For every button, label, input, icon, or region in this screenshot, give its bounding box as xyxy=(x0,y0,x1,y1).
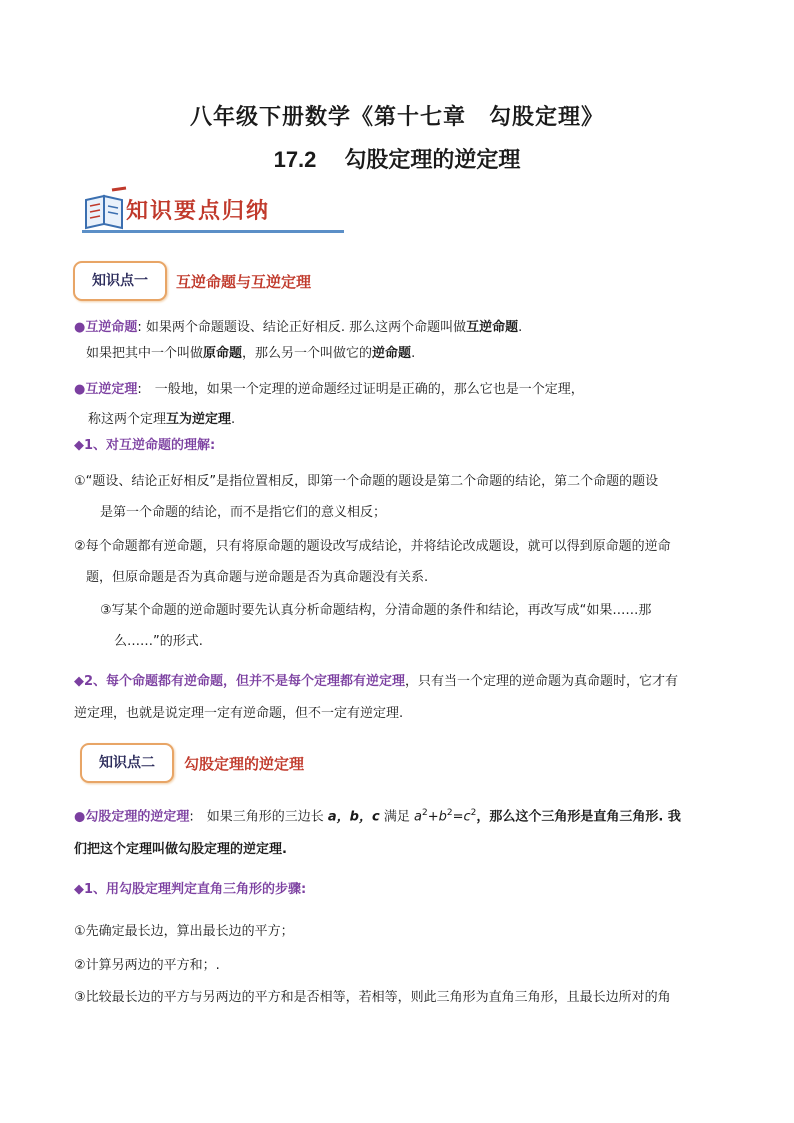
definition-mutual-converse-propositions-line2: 如果把其中一个叫做原命题，那么另一个叫做它的逆命题. xyxy=(86,346,416,361)
banner-title: 知识要点归纳 xyxy=(126,199,271,224)
definition-mutual-converse-theorems: ●互逆定理: 一般地，如果一个定理的逆命题经过证明是正确的，那么它也是一个定理， xyxy=(74,382,584,397)
knowledge-point-2-box: 知识点二 xyxy=(80,743,174,783)
definition-mutual-converse-propositions: ●互逆命题: 如果两个命题题设、结论正好相反. 那么这两个命题叫做互逆命题. xyxy=(74,320,523,335)
page-title: 八年级下册数学《第十七章 勾股定理》 xyxy=(189,104,604,130)
definition-converse-pythagorean: ●勾股定理的逆定理: 如果三角形的三边长 a，b，c 满足 $a^2+b^2=c^2$，那么这个三角形是直角三角形. 我 xyxy=(74,808,681,825)
knowledge-point-1-title: 互逆命题与互逆定理 xyxy=(176,273,312,291)
point-2-line2: 题，但原命题是否为真命题与逆命题是否为真命题没有关系. xyxy=(86,570,429,585)
point-3-line1: ③写某个命题的逆命题时要先认真分析命题结构，分清命题的条件和结论，再改写成“如果……那 xyxy=(100,603,652,618)
section-number: 17.2 xyxy=(273,147,317,172)
knowledge-point-2-title: 勾股定理的逆定理 xyxy=(184,755,305,773)
point-1-line2: 是第一个命题的结论，而不是指它们的意义相反； xyxy=(100,505,387,520)
step-2: ②计算另两边的平方和；. xyxy=(74,958,220,973)
definition-mutual-converse-theorems-line2: 称这两个定理互为逆定理. xyxy=(88,412,236,427)
subheading-every-proposition-line2: 逆定理，也就是说定理一定有逆命题，但不一定有逆定理. xyxy=(74,706,404,721)
knowledge-point-1-box: 知识点一 xyxy=(73,261,167,301)
point-3-line2: 么……”的形式. xyxy=(114,634,203,649)
banner-underline xyxy=(82,230,344,233)
book-pen-icon xyxy=(82,186,132,234)
point-2-line1: ②每个命题都有逆命题，只有将原命题的题设改写成结论，并将结论改成题设，就可以得到原命题的逆命 xyxy=(74,539,671,554)
section-title xyxy=(0,143,794,174)
section-name: 勾股定理的逆定理 xyxy=(344,147,521,173)
subheading-understanding: ◆1、对互逆命题的理解: xyxy=(74,438,216,453)
subheading-every-proposition: ◆2、每个命题都有逆命题，但并不是每个定理都有逆定理，只有当一个定理的逆命题为真命题时，它才有 xyxy=(74,674,679,689)
step-1: ①先确定最长边，算出最长边的平方； xyxy=(74,924,294,939)
subheading-steps: ◆1、用勾股定理判定直角三角形的步骤: xyxy=(74,882,307,897)
step-3: ③比较最长边的平方与另两边的平方和是否相等，若相等，则此三角形为直角三角形，且最长边所对的角 xyxy=(74,990,671,1005)
definition-converse-pythagorean-line2: 们把这个定理叫做勾股定理的逆定理. xyxy=(74,842,287,857)
point-1-line1: ①“题设、结论正好相反”是指位置相反，即第一个命题的题设是第二个命题的结论，第二个命题的题设 xyxy=(74,474,659,489)
